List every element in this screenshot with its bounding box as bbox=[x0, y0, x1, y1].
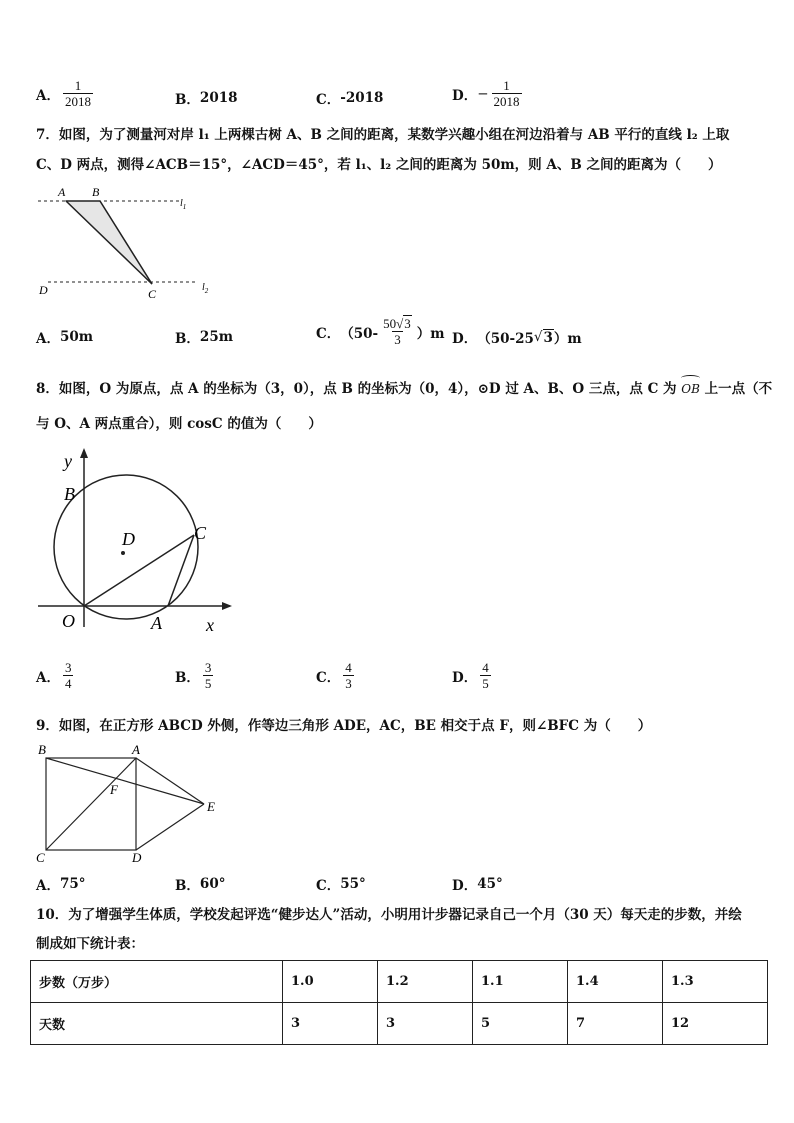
q9-option-c[interactable]: C． 55° bbox=[316, 876, 366, 894]
q9-segment-be bbox=[46, 758, 204, 804]
q6-option-d[interactable]: D． − $\frac{1}{2018}$ bbox=[452, 78, 520, 109]
q6-option-a-fraction: $\frac{1}{2018}$ bbox=[64, 78, 91, 109]
q9-stem: 9．如图，在正方形 ABCD 外侧，作等边三角形 ADE，AC，BE 相交于点 F，则∠BFC 为（ ） bbox=[36, 718, 652, 734]
table-cell: 1.3 bbox=[663, 961, 768, 1003]
table-cell: 1.4 bbox=[568, 961, 663, 1003]
q8-option-c[interactable]: C． $\frac{4}{3}$ bbox=[316, 660, 352, 691]
q7-label-d: D bbox=[39, 283, 48, 297]
q7-option-d[interactable]: D． （50-25 √ 3 ）m bbox=[452, 329, 582, 347]
q10-stats-table bbox=[30, 960, 768, 1045]
q9-segment-ac bbox=[46, 758, 136, 850]
q7-option-c-fraction: $\frac{50√3}{3}$ bbox=[383, 316, 411, 347]
table-cell: 12 bbox=[663, 1003, 768, 1045]
q7-segment-bc bbox=[100, 201, 152, 284]
q7-option-a[interactable]: A． 50m bbox=[36, 329, 94, 347]
q7-label-c: C bbox=[148, 287, 157, 301]
q9-option-d[interactable]: D． 45° bbox=[452, 876, 503, 894]
q8-option-d[interactable]: D． $\frac{4}{5}$ bbox=[452, 660, 489, 691]
table-cell: 天数 bbox=[31, 1003, 283, 1045]
q7-option-c[interactable]: C． （50- $\frac{50√3}{3}$ ）m bbox=[316, 316, 445, 347]
q7-label-l1: $l_1$ bbox=[180, 198, 187, 211]
q7-label-a: A bbox=[58, 185, 66, 199]
q7-label-b: B bbox=[92, 185, 100, 199]
q8-label-y: y bbox=[64, 451, 72, 471]
q7-segment-ac bbox=[66, 201, 152, 284]
table-cell: 3 bbox=[283, 1003, 378, 1045]
q10-stem-line2: 制成如下统计表： bbox=[36, 936, 144, 952]
q8-arc-ob: OB bbox=[681, 382, 700, 396]
q9-figure bbox=[32, 740, 232, 866]
table-cell: 步数（万步） bbox=[31, 961, 283, 1003]
q8-y-arrow bbox=[80, 448, 88, 458]
q9-label-b: B bbox=[38, 742, 46, 757]
q8-stem-line2: 与 O、A 两点重合），则 cosC 的值为（ ） bbox=[36, 416, 322, 432]
q8-label-d: D bbox=[122, 529, 135, 549]
q7-label-l2: $l_2$ bbox=[202, 282, 209, 295]
table-row-steps bbox=[31, 961, 768, 1003]
q9-label-a: A bbox=[132, 742, 140, 757]
q6-option-c[interactable]: C． -2018 bbox=[316, 90, 384, 108]
q9-label-d: D bbox=[132, 850, 142, 865]
table-cell: 7 bbox=[568, 1003, 663, 1045]
q7-stem-line2: C、D 两点，测得∠ACB＝15°，∠ACD＝45°，若 l₁、l₂ 之间的距离为 50m，则 A、B 之间的距离为（ ） bbox=[36, 157, 722, 173]
q8-label-c: C bbox=[194, 523, 207, 543]
q7-stem-line1: 7．如图，为了测量河对岸 l₁ 上两棵古树 A、B 之间的距离，某数学兴趣小组在河边沿着与 AB 平行的直线 l₂ 上取 bbox=[36, 127, 730, 143]
q6-option-a[interactable]: A． $\frac{1}{2018}$ bbox=[36, 78, 91, 109]
q10-stem-line1: 10．为了增强学生体质，学校发起评选“健步达人”活动，小明用计步器记录自己一个月（30 天）每天走的步数，并绘 bbox=[36, 907, 742, 923]
q7-option-b[interactable]: B． 25m bbox=[175, 329, 233, 347]
q9-label-f: F bbox=[110, 782, 118, 797]
table-row-days bbox=[31, 1003, 768, 1045]
q7-figure bbox=[30, 180, 230, 305]
q8-center-dot bbox=[121, 551, 125, 555]
q8-label-x: x bbox=[206, 615, 214, 635]
q8-label-o: O bbox=[62, 611, 75, 631]
q9-label-e: E bbox=[207, 799, 215, 814]
q8-figure bbox=[34, 445, 239, 640]
q6-option-b[interactable]: B． 2018 bbox=[175, 90, 238, 108]
table-cell: 3 bbox=[378, 1003, 473, 1045]
q8-label-b: B bbox=[64, 484, 75, 504]
q8-option-b[interactable]: B． $\frac{3}{5}$ bbox=[175, 660, 212, 691]
q8-label-a: A bbox=[151, 613, 162, 633]
q8-stem-line1: 8．如图，O 为原点，点 A 的坐标为（3，0），点 B 的坐标为（0，4），⊙D 过 A、B、O 三点，点 C 为 OB 上一点（不 bbox=[36, 379, 772, 399]
q9-segment-ae bbox=[136, 758, 204, 804]
table-cell: 1.2 bbox=[378, 961, 473, 1003]
q6-option-d-fraction: $\frac{1}{2018}$ bbox=[493, 78, 520, 109]
q8-segment-oc bbox=[84, 535, 194, 606]
q9-option-b[interactable]: B． 60° bbox=[175, 876, 226, 894]
q9-option-a[interactable]: A． 75° bbox=[36, 876, 86, 894]
q9-segment-de bbox=[136, 804, 204, 850]
table-cell: 5 bbox=[473, 1003, 568, 1045]
q8-x-arrow bbox=[222, 602, 232, 610]
table-cell: 1.0 bbox=[283, 961, 378, 1003]
q9-label-c: C bbox=[36, 850, 45, 865]
q8-option-a[interactable]: A． $\frac{3}{4}$ bbox=[36, 660, 72, 691]
table-cell: 1.1 bbox=[473, 961, 568, 1003]
q8-segment-ca bbox=[168, 535, 194, 606]
